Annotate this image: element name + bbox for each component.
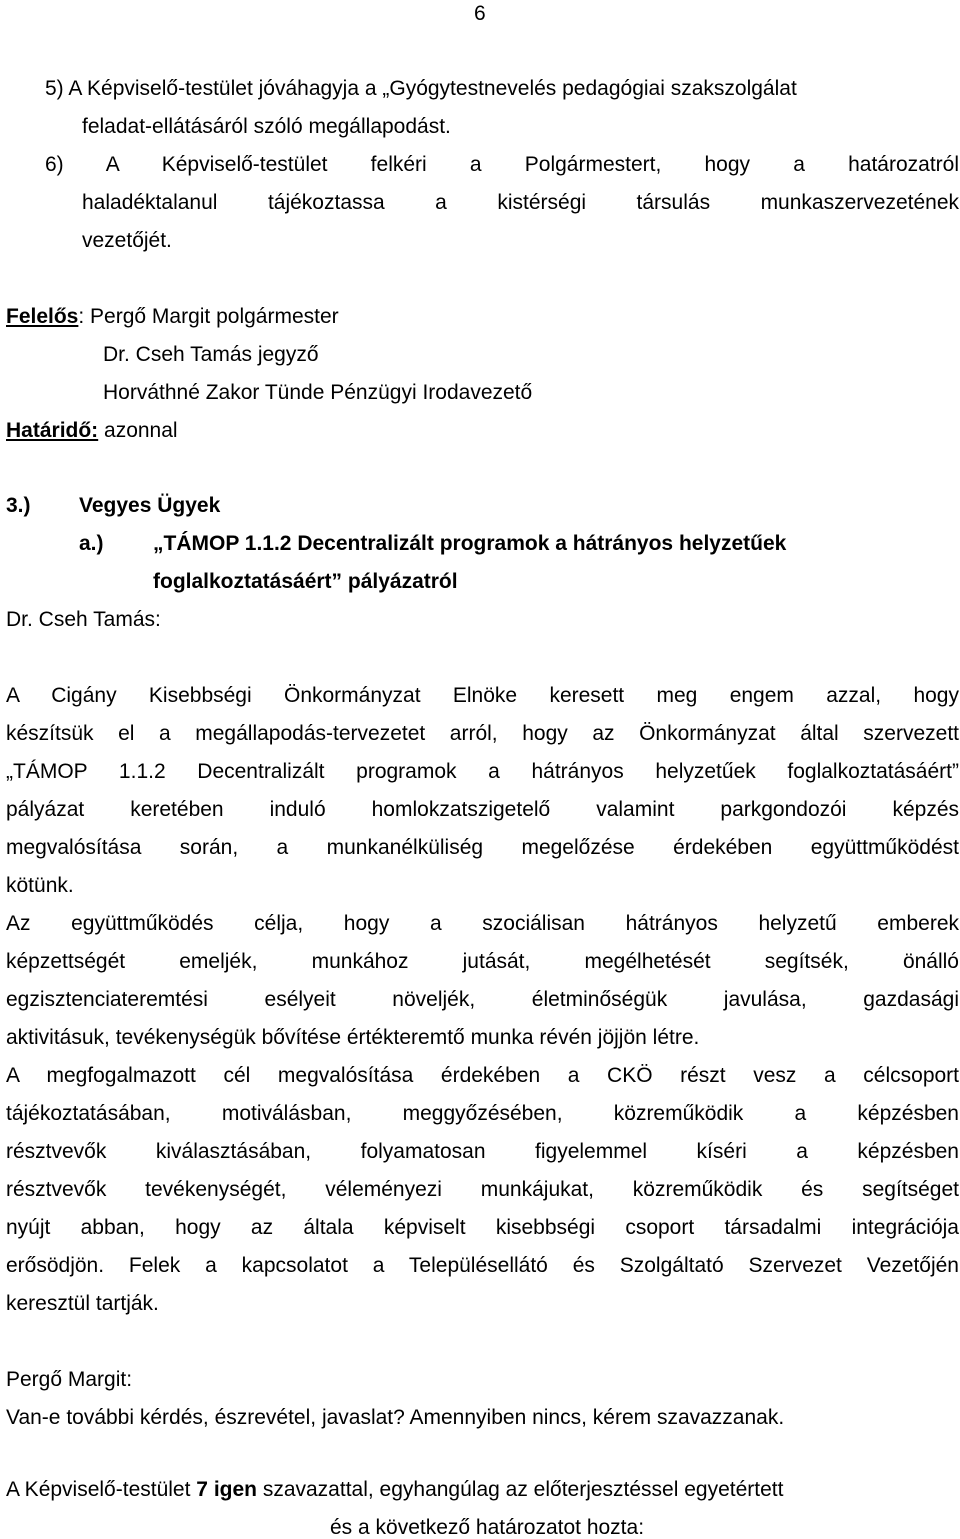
paragraph-3-line: résztvevők tevékenységét, véleményezi munkájukat, közreműködik és segítséget — [6, 1178, 959, 1201]
deadline-line — [6, 420, 178, 441]
paragraph-1-line: A Cigány Kisebbségi Önkormányzat Elnöke keresett meg engem azzal, hogy — [6, 684, 959, 707]
paragraph-3-line: nyújt abban, hogy az általa képviselt kisebbségi csoport társadalmi integrációja — [6, 1216, 959, 1239]
vote-prefix: A Képviselő-testület — [6, 1478, 197, 1501]
paragraph-1-line: „TÁMOP 1.1.2 Decentralizált programok a hátrányos helyzetűek foglalkoztatásáért” — [6, 760, 959, 783]
resolution-6-line-2: haladéktalanul tájékoztassa a kistérségi társulás munkaszervezetének — [82, 191, 959, 214]
vote-yes: igen — [213, 1478, 257, 1501]
deadline-value: azonnal — [98, 419, 178, 442]
responsible-person-3: Horváthné Zakor Tünde Pénzügyi Irodavezető — [103, 381, 533, 404]
deadline-label: Határidő: — [6, 419, 99, 442]
paragraph-3-line: keresztül tartják. — [6, 1292, 159, 1315]
paragraph-2-line: képzettségét emeljék, munkához jutását, megélhetését segítsék, önálló — [6, 950, 959, 973]
subsection-title-line-2: foglalkoztatásáért” pályázatról — [153, 570, 458, 593]
subsection-title-line-1: „TÁMOP 1.1.2 Decentralizált programok a hátrányos helyzetűek — [153, 532, 787, 555]
paragraph-3-line: tájékoztatásában, motiválásban, meggyőzésében, közreműködik a képzésben — [6, 1102, 959, 1125]
speaker-pergo: Pergő Margit: — [6, 1368, 133, 1391]
paragraph-3-line: A megfogalmazott cél megvalósítása érdekében a CKÖ részt vesz a célcsoport — [6, 1064, 959, 1087]
resolution-5-line-2: feladat-ellátásáról szóló megállapodást. — [82, 115, 451, 138]
vote-suffix: szavazattal, egyhangúlag az előterjesztéssel egyetértett — [256, 1478, 784, 1501]
page-number: 6 — [474, 2, 486, 25]
paragraph-2-line: aktivitásuk, tevékenységük bővítése értékteremtő munka révén jöjjön létre. — [6, 1026, 700, 1049]
paragraph-3-line: erősödjön. Felek a kapcsolatot a Településellátó és Szolgáltató Szervezet Vezetőjén — [6, 1254, 959, 1277]
speaker-cseh: Dr. Cseh Tamás: — [6, 608, 161, 631]
paragraph-1-line: megvalósítása során, a munkanélküliség megelőzése érdekében együttműködést — [6, 836, 959, 859]
section-title: Vegyes Ügyek — [79, 494, 221, 517]
vote-line-2: és a következő határozatot hozta: — [330, 1516, 645, 1539]
question-text: Van-e további kérdés, észrevétel, javaslat? Amennyiben nincs, kérem szavazzanak. — [6, 1406, 785, 1429]
paragraph-1-line: pályázat keretében induló homlokzatszigetelő valamint parkgondozói képzés — [6, 798, 959, 821]
responsible-person-1: : Pergő Margit polgármester — [78, 305, 339, 328]
responsible-person-2: Dr. Cseh Tamás jegyző — [103, 343, 319, 366]
resolution-6-line-1: 6) A Képviselő-testület felkéri a Polgármestert, hogy a határozatról — [45, 153, 959, 176]
vote-line-1 — [6, 1479, 783, 1500]
responsible-line — [6, 306, 339, 327]
paragraph-2-line: egzisztenciateremtési esélyeit növeljék, életminőségük javulása, gazdasági — [6, 988, 959, 1011]
responsible-label: Felelős — [6, 305, 79, 328]
resolution-6-line-3: vezetőjét. — [82, 229, 172, 252]
paragraph-1-line: kötünk. — [6, 874, 74, 897]
resolution-5-line-1: 5) A Képviselő-testület jóváhagyja a „Gyógytestnevelés pedagógiai szakszolgálat — [45, 77, 797, 100]
paragraph-3-line: résztvevők kiválasztásában, folyamatosan figyelemmel kíséri a képzésben — [6, 1140, 959, 1163]
paragraph-1-line: készítsük el a megállapodás-tervezetet arról, hogy az Önkormányzat által szervezett — [6, 722, 959, 745]
vote-count: 7 — [196, 1478, 208, 1501]
section-number: 3.) — [6, 494, 31, 517]
paragraph-2-line: Az együttműködés célja, hogy a szociálisan hátrányos helyzetű emberek — [6, 912, 959, 935]
subsection-letter: a.) — [79, 532, 104, 555]
